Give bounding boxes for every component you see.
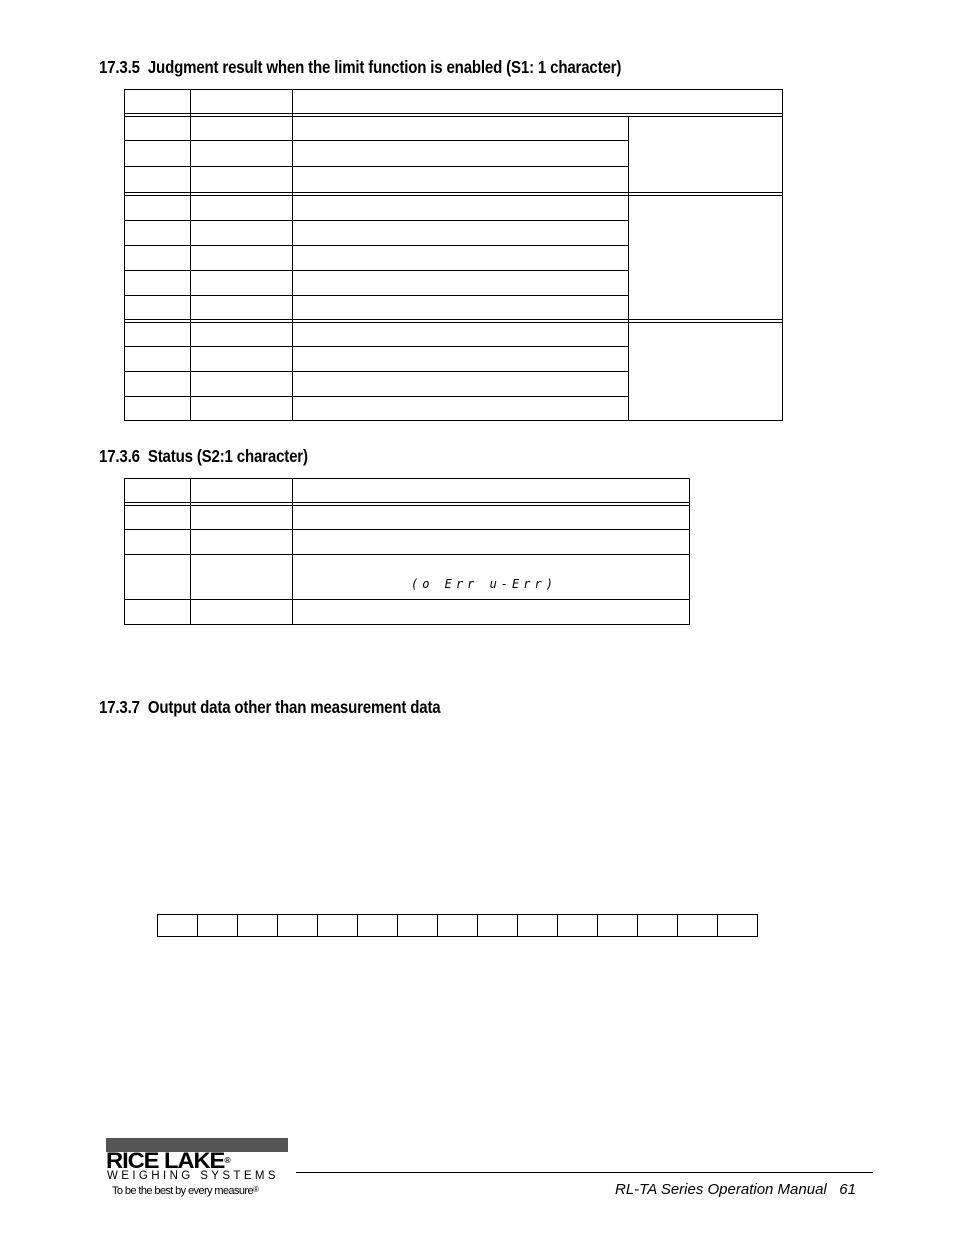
error-code-display: (o Err u-Err) bbox=[411, 577, 557, 591]
page-number: 61 bbox=[839, 1181, 856, 1198]
logo-brand-text: RICE LAKE bbox=[106, 1148, 225, 1173]
footer-rule bbox=[296, 1172, 873, 1173]
manual-title: RL-TA Series Operation Manual bbox=[615, 1181, 827, 1198]
section-number: 17.3.6 bbox=[99, 446, 140, 466]
row-rule bbox=[124, 599, 690, 600]
section-title: Status (S2:1 character) bbox=[147, 446, 308, 466]
row-rule bbox=[124, 245, 629, 246]
strip-cell bbox=[478, 915, 518, 936]
row-rule bbox=[124, 346, 629, 347]
registered-mark: ® bbox=[224, 1156, 230, 1165]
table-border bbox=[124, 624, 690, 625]
table-border bbox=[124, 89, 783, 90]
strip-cell bbox=[638, 915, 678, 936]
row-rule bbox=[124, 166, 629, 167]
row-rule bbox=[124, 396, 629, 397]
header-rule bbox=[124, 113, 783, 114]
group-rule bbox=[124, 192, 783, 193]
logo-tagline bbox=[112, 1185, 258, 1197]
logo-brand bbox=[106, 1150, 230, 1172]
section-number: 17.3.5 bbox=[99, 57, 140, 77]
section-heading-17-3-5 bbox=[99, 57, 621, 78]
group-rule bbox=[124, 319, 783, 320]
strip-cell bbox=[238, 915, 278, 936]
strip-cell bbox=[678, 915, 718, 936]
strip-cell bbox=[598, 915, 638, 936]
row-rule bbox=[124, 529, 690, 530]
table-border bbox=[124, 478, 125, 625]
strip-cell bbox=[718, 915, 758, 936]
column-divider bbox=[628, 116, 629, 421]
section-title: Output data other than measurement data bbox=[147, 697, 441, 717]
strip-cell bbox=[518, 915, 558, 936]
strip-cell bbox=[158, 915, 198, 936]
header-rule bbox=[124, 502, 690, 503]
section-title: Judgment result when the limit function is enabled (S1: 1 character) bbox=[147, 57, 622, 77]
table-border bbox=[124, 420, 783, 421]
output-data-strip bbox=[157, 914, 758, 937]
page-footer bbox=[615, 1181, 856, 1198]
strip-cell bbox=[398, 915, 438, 936]
strip-cell bbox=[558, 915, 598, 936]
strip-cell bbox=[198, 915, 238, 936]
strip-cell bbox=[438, 915, 478, 936]
row-rule bbox=[124, 140, 629, 141]
header-rule bbox=[124, 116, 783, 117]
table-border bbox=[124, 478, 690, 479]
strip-cell bbox=[278, 915, 318, 936]
column-divider bbox=[292, 478, 293, 625]
column-divider bbox=[190, 478, 191, 625]
row-rule bbox=[124, 295, 629, 296]
header-rule bbox=[124, 505, 690, 506]
section-heading-17-3-6 bbox=[99, 446, 308, 467]
row-rule bbox=[124, 371, 629, 372]
strip-cell bbox=[358, 915, 398, 936]
section-heading-17-3-7 bbox=[99, 697, 441, 718]
row-rule bbox=[124, 220, 629, 221]
registered-mark: ® bbox=[253, 1185, 259, 1194]
group-rule bbox=[124, 322, 783, 323]
table-border bbox=[782, 89, 783, 421]
logo-tagline-text: To be the best by every measure bbox=[112, 1185, 253, 1197]
row-rule bbox=[124, 554, 690, 555]
section-number: 17.3.7 bbox=[99, 697, 140, 717]
strip-cell bbox=[318, 915, 358, 936]
row-rule bbox=[124, 270, 629, 271]
group-rule bbox=[124, 195, 783, 196]
table-border bbox=[689, 478, 690, 625]
logo-subtitle: WEIGHING SYSTEMS bbox=[107, 1170, 279, 1182]
